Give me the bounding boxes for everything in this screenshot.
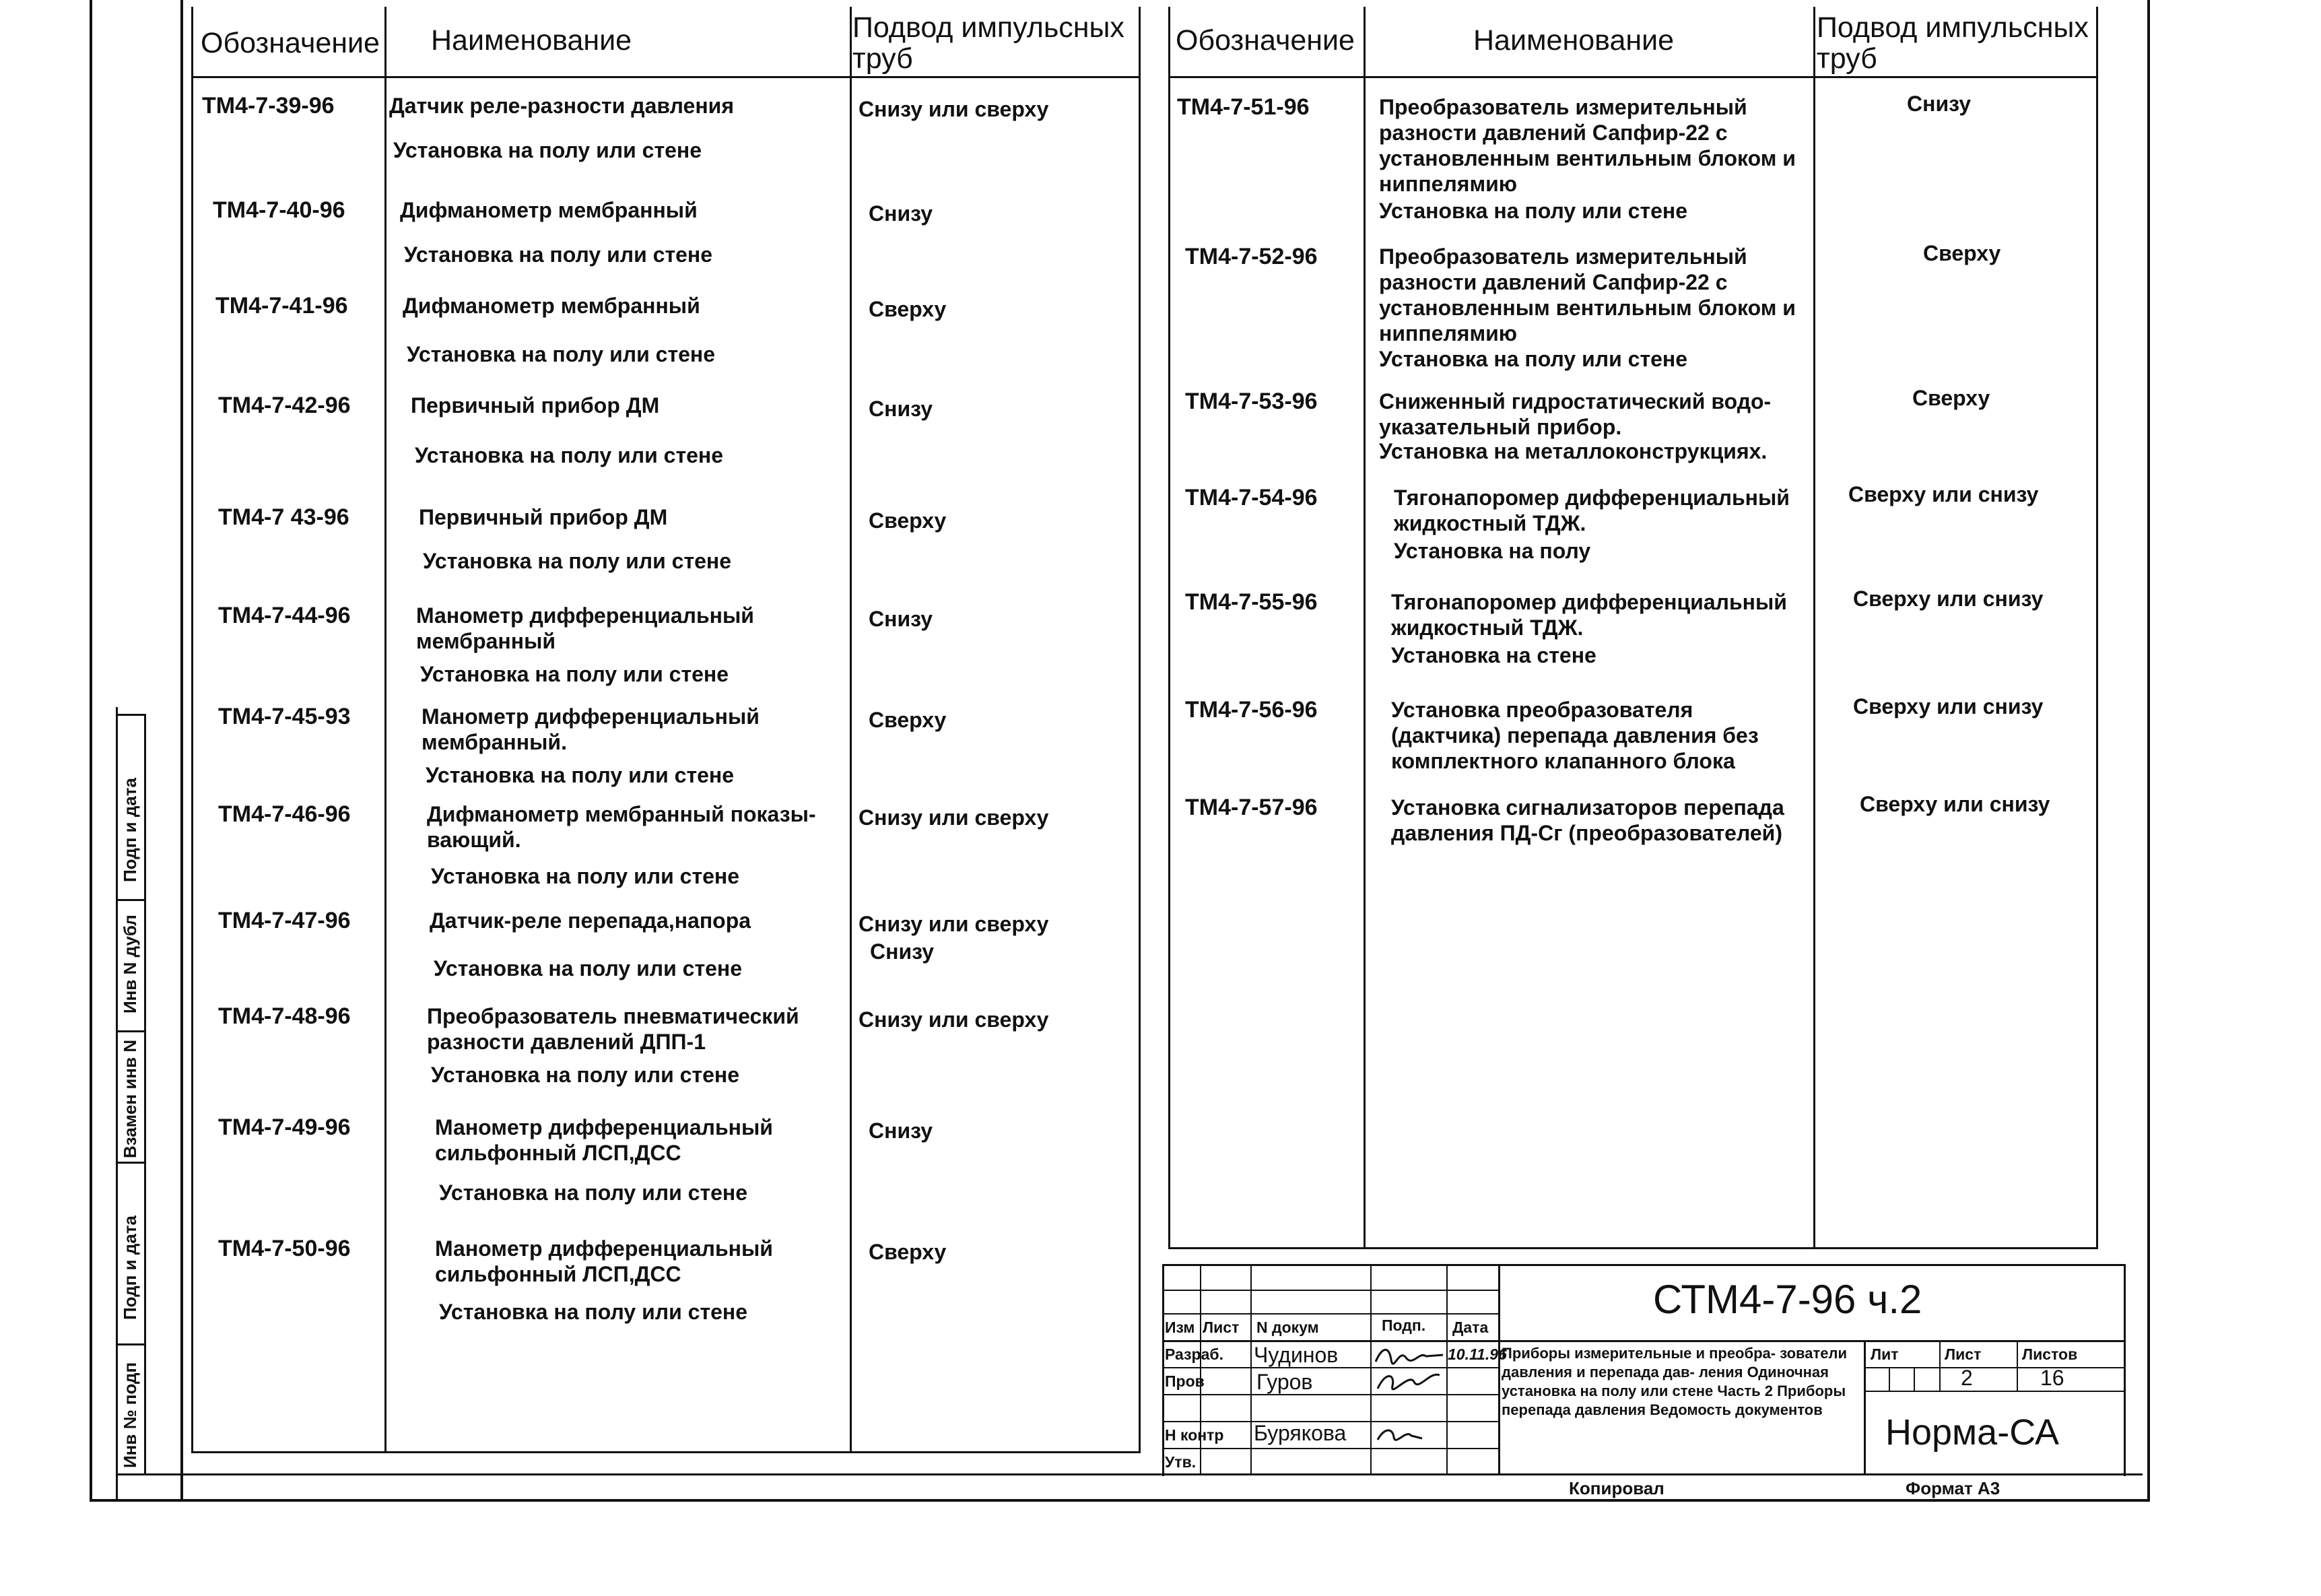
left-table-col3 [850, 7, 852, 1453]
left-table-bottom [191, 1451, 1139, 1453]
role-approver: Утв. [1165, 1453, 1197, 1471]
signature-checker [1372, 1368, 1446, 1393]
row-supply: Снизу или сверху [859, 805, 1049, 830]
right-table-right [2096, 7, 2098, 1249]
document-description: Приборы измерительные и преобра- зователи давления и перепада дав- ления Одиночная установка на полу или стене Часть 2 Приборы перепада давления Ведомость документов [1502, 1345, 1848, 1418]
norm-control-name: Бурякова [1254, 1421, 1347, 1445]
frame-left-outer [90, 0, 92, 1502]
sheet-label: Лист [1945, 1345, 1982, 1363]
row-installation: Установка на полу или стене [404, 242, 713, 267]
tb-v8 [2017, 1340, 2018, 1392]
row-code: ТМ4-7-54-96 [1185, 485, 1318, 510]
frame-left-inner [180, 0, 183, 1502]
row-code: ТМ4-7-45-93 [218, 704, 351, 729]
row-supply: Снизу [1907, 92, 1972, 116]
row-installation: Установка на полу или стене [1379, 347, 1688, 371]
checker-name: Гуров [1256, 1370, 1313, 1394]
row-code: ТМ4-7-39-96 [202, 93, 335, 119]
row-name: Тягонапоромер дифференциальный жидкостный ТДЖ. [1391, 590, 1787, 640]
tb-v10 [1914, 1367, 1915, 1392]
row-name: Дифманометр мембранный [400, 198, 698, 222]
row-code: ТМ4-7-49-96 [218, 1115, 351, 1140]
side-stamp-left [116, 714, 118, 1475]
row-code: ТМ4-7-41-96 [215, 293, 348, 319]
copied-label: Копировал [1569, 1478, 1664, 1498]
row-installation: Установка на полу или стене [1379, 199, 1688, 223]
row-name: Манометр дифференциальный мембранный. [422, 704, 760, 754]
side-stamp-sep-5 [116, 1343, 146, 1345]
tb-h7 [1162, 1448, 1499, 1449]
col-header-sign: Подп. [1382, 1317, 1426, 1334]
row-name: Установка преобразователя (дактчика) перепада давления без комплектного клапанного блока [1391, 698, 1759, 773]
tb-h3 [1162, 1340, 2125, 1342]
role-developer: Разраб. [1165, 1345, 1223, 1363]
frame-right [2147, 0, 2150, 1502]
row-installation: Установка на полу или стене [393, 138, 702, 162]
row-name: Датчик реле-разности давления [389, 94, 734, 118]
sheets-label: Листов [2022, 1345, 2078, 1363]
sheet-number: 2 [1961, 1366, 1973, 1390]
row-code: ТМ4-7-50-96 [218, 1236, 351, 1261]
frame-bottom [90, 1499, 2150, 1502]
row-code: ТМ4-7-48-96 [218, 1003, 351, 1029]
tb-top [1162, 1264, 2125, 1266]
tb-h5 [1162, 1394, 1499, 1395]
row-name: Преобразователь измерительный разности давлений Сапфир-22 с установленным вентильным блоком и ниппелямию [1379, 95, 1796, 196]
row-supply: Сверху [869, 508, 947, 533]
row-code: ТМ4-7-46-96 [218, 801, 351, 827]
side-stamp-right [144, 714, 146, 1475]
tb-h2 [1162, 1313, 1499, 1315]
col-header-change: Изм [1165, 1319, 1195, 1336]
row-code: ТМ4-7-42-96 [218, 393, 351, 418]
row-name: Дифманометр мембранный показы- вающий. [427, 802, 816, 852]
row-installation: Установка на полу или стене [423, 549, 732, 573]
document-code: СТМ4-7-96 ч.2 [1653, 1277, 1922, 1322]
developer-date: 10.11.96 [1448, 1345, 1507, 1363]
row-supply: Снизу [869, 1119, 933, 1143]
row-installation: Установка на полу или стене [407, 342, 716, 366]
row-code: ТМ4-7-57-96 [1185, 795, 1318, 820]
row-code: ТМ4-7 43-96 [218, 504, 349, 530]
side-stamp-dup-inv: Инв N дубл [120, 915, 140, 1013]
right-header-supply: Подвод импульсных труб [1817, 11, 2089, 75]
tb-h9 [1864, 1391, 2125, 1392]
right-table-bottom [1168, 1247, 2098, 1249]
left-header-supply: Подвод импульсных труб [852, 11, 1124, 75]
row-name: Установка сигнализаторов перепада давления ПД-Сг (преобразователей) [1391, 795, 1784, 845]
row-installation: Установка на полу или стене [434, 956, 743, 980]
row-installation: Установка на металлоконструкциях. [1379, 439, 1768, 463]
row-supply: Снизу или сверху [859, 912, 1049, 936]
row-installation: Установка на полу или стене [431, 1063, 740, 1087]
row-code: ТМ4-7-53-96 [1185, 389, 1318, 414]
left-header-name: Наименование [431, 24, 632, 57]
row-supply: Сверху или снизу [1860, 792, 2050, 816]
side-stamp-sign-date-2: Подп и дата [120, 1215, 140, 1320]
tb-v2 [1250, 1264, 1252, 1475]
right-table-col2 [1364, 7, 1366, 1249]
tb-left [1162, 1264, 1164, 1476]
row-supply-alt: Снизу [870, 939, 935, 964]
row-supply: Снизу [869, 201, 933, 226]
row-installation: Установка на полу или стене [439, 1300, 748, 1324]
lit-label: Лит [1871, 1345, 1899, 1363]
right-header-code: Обозначение [1176, 24, 1355, 57]
tb-right [2124, 1264, 2126, 1476]
row-supply: Сверху [1923, 241, 2001, 265]
tb-v7 [1939, 1340, 1941, 1392]
row-installation: Установка на полу или стене [426, 763, 735, 787]
side-stamp-sep-1 [116, 714, 146, 716]
row-installation: Установка на полу или стене [420, 662, 729, 686]
right-header-name: Наименование [1473, 24, 1675, 57]
row-name: Манометр дифференциальный мембранный [416, 603, 754, 653]
row-name: Сниженный гидростатический водо- указательный прибор. [1379, 389, 1772, 439]
row-supply: Сверху [869, 708, 947, 732]
side-stamp-sep-3 [116, 1030, 146, 1032]
tb-v4 [1446, 1264, 1448, 1475]
stamp-bottom-line [116, 1473, 2143, 1475]
tb-v9 [1889, 1367, 1890, 1392]
row-supply: Сверху или снизу [1848, 482, 2039, 506]
right-table-header-line [1168, 76, 2098, 78]
signature-norm-control [1374, 1422, 1427, 1445]
row-supply: Сверху [869, 297, 947, 321]
row-supply: Снизу или сверху [859, 1007, 1049, 1032]
tb-v5 [1498, 1264, 1500, 1475]
col-header-date: Дата [1452, 1319, 1489, 1336]
side-stamp-sep-2 [116, 899, 146, 901]
col-header-sheet: Лист [1203, 1319, 1240, 1336]
row-installation: Установка на полу [1394, 539, 1591, 563]
side-stamp-sign-date-1: Подп и дата [120, 777, 140, 882]
row-name: Преобразователь измерительный разности давлений Сапфир-22 с установленным вентильным блоком и ниппелямию [1379, 244, 1796, 345]
row-supply: Сверху или снизу [1853, 587, 2044, 611]
signature-developer [1372, 1343, 1446, 1367]
row-name: Тягонапоромер дифференциальный жидкостный ТДЖ. [1394, 486, 1790, 535]
row-supply: Снизу или сверху [859, 97, 1049, 121]
row-code: ТМ4-7-51-96 [1177, 94, 1310, 120]
row-name: Манометр дифференциальный сильфонный ЛСП,ДСС [435, 1236, 773, 1286]
row-installation: Установка на полу или стене [439, 1181, 748, 1205]
col-header-docnum: N докум [1256, 1319, 1319, 1336]
row-code: ТМ4-7-56-96 [1185, 697, 1318, 723]
right-table-col1 [1168, 7, 1170, 1249]
row-installation: Установка на полу или стене [431, 864, 740, 888]
left-header-code: Обозначение [201, 27, 380, 59]
side-stamp-orig-inv: Инв № подп [120, 1362, 140, 1468]
row-code: ТМ4-7-52-96 [1185, 244, 1318, 269]
row-supply: Сверху или снизу [1853, 694, 2044, 719]
row-name: Датчик-реле перепада,напора [430, 908, 751, 933]
side-stamp-sep-4 [116, 1162, 146, 1164]
role-norm-control: Н контр [1165, 1426, 1224, 1444]
row-supply: Снизу [869, 607, 933, 631]
row-name: Манометр дифференциальный сильфонный ЛСП,ДСС [435, 1115, 773, 1165]
row-supply: Снизу [869, 397, 933, 421]
row-name: Первичный прибор ДМ [411, 393, 660, 418]
row-code: ТМ4-7-40-96 [213, 197, 345, 223]
right-table-col3 [1813, 7, 1815, 1249]
row-code: ТМ4-7-55-96 [1185, 589, 1318, 615]
row-installation: Установка на полу или стене [415, 443, 724, 467]
left-table-right [1139, 7, 1141, 1453]
tb-v3 [1370, 1264, 1372, 1475]
row-supply: Сверху [869, 1240, 947, 1264]
sheets-count: 16 [2040, 1366, 2064, 1390]
row-installation: Установка на стене [1391, 643, 1596, 667]
row-supply: Сверху [1912, 386, 1990, 410]
row-name: Дифманометр мембранный [403, 294, 700, 318]
left-table-header-line [191, 76, 1139, 78]
tb-h8 [1864, 1367, 2125, 1368]
row-code: ТМ4-7-47-96 [218, 908, 351, 933]
left-table-col2 [384, 7, 386, 1453]
row-name: Преобразователь пневматический разности давлений ДПП-1 [427, 1004, 799, 1054]
format-label: Формат А3 [1906, 1478, 2000, 1498]
role-checker: Пров [1165, 1372, 1205, 1390]
left-table-col1 [191, 7, 193, 1453]
row-code: ТМ4-7-44-96 [218, 603, 351, 628]
side-stamp-replace-inv: Взамен инв N [120, 1039, 140, 1158]
tb-h1 [1162, 1290, 1499, 1291]
organization-name: Норма-СА [1885, 1412, 2060, 1453]
row-name: Первичный прибор ДМ [419, 505, 668, 529]
developer-name: Чудинов [1254, 1343, 1339, 1367]
